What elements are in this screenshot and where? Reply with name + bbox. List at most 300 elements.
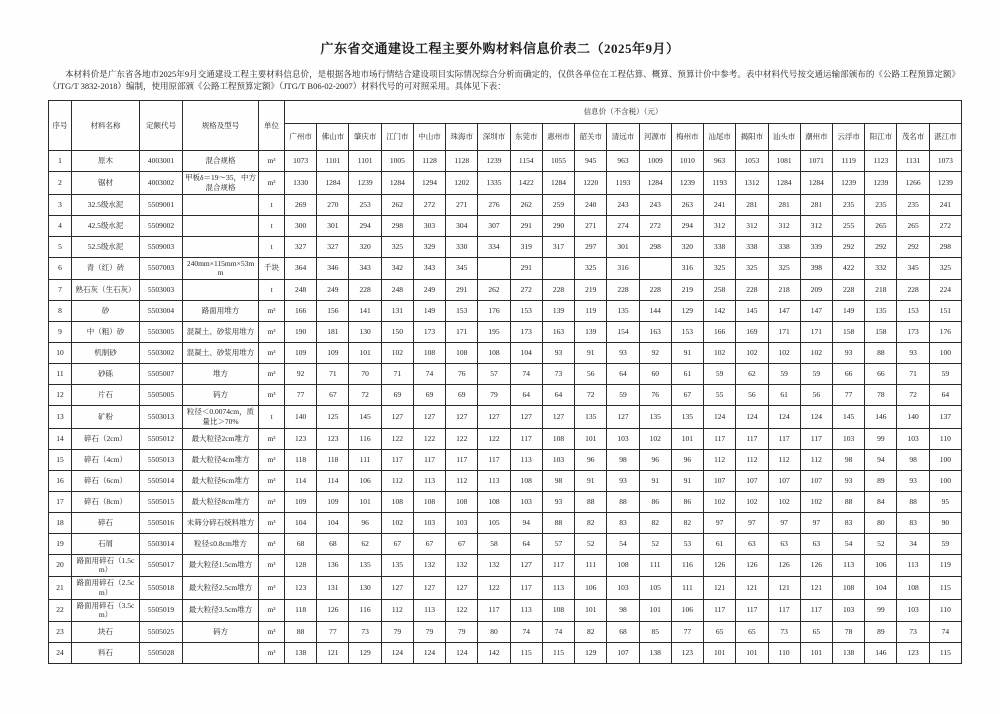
price-cell: 259: [542, 194, 574, 215]
price-cell: 330: [446, 236, 478, 257]
price-cell: 109: [285, 343, 317, 364]
price-cell: 73: [768, 622, 800, 643]
price-cell: 316: [607, 257, 639, 280]
table-row: [49, 512, 962, 533]
price-cell: 124: [768, 406, 800, 429]
price-cell: 345: [446, 257, 478, 280]
price-cell: 124: [704, 406, 736, 429]
price-cell: 108: [897, 577, 929, 600]
city-header: 东莞市: [510, 124, 542, 151]
price-cell: 54: [607, 533, 639, 554]
price-cell: 241: [704, 194, 736, 215]
quota-code: 5505014: [140, 470, 183, 491]
price-cell: 290: [542, 215, 574, 236]
material-name: 石屑: [72, 533, 140, 554]
price-cell: 1312: [736, 172, 768, 195]
city-header: 肇庆市: [349, 124, 381, 151]
price-cell: 163: [542, 322, 574, 343]
price-cell: [542, 257, 574, 280]
header-spec: 规格及型号: [183, 101, 259, 151]
price-cell: 963: [704, 151, 736, 172]
price-cell: 132: [478, 554, 510, 577]
price-cell: 235: [832, 194, 864, 215]
price-cell: 98: [832, 449, 864, 470]
quota-code: 5505005: [140, 385, 183, 406]
unit: t: [259, 215, 285, 236]
price-cell: 104: [317, 512, 349, 533]
price-cell: 176: [929, 322, 961, 343]
city-header: 阳江市: [865, 124, 897, 151]
quota-code: 5505025: [140, 622, 183, 643]
price-cell: 68: [285, 533, 317, 554]
price-cell: 119: [575, 301, 607, 322]
price-cell: 109: [285, 491, 317, 512]
price-cell: 83: [607, 512, 639, 533]
price-cell: 112: [381, 470, 413, 491]
quota-code: 5509003: [140, 236, 183, 257]
price-cell: 1128: [413, 151, 445, 172]
table-row: [49, 343, 962, 364]
price-cell: 342: [381, 257, 413, 280]
price-cell: 325: [768, 257, 800, 280]
row-no: 11: [49, 364, 72, 385]
material-name: 碎石（8cm）: [72, 491, 140, 512]
row-no: 16: [49, 470, 72, 491]
material-name: 52.5级水泥: [72, 236, 140, 257]
price-cell: 1119: [832, 151, 864, 172]
unit: m³: [259, 599, 285, 622]
price-cell: 272: [929, 215, 961, 236]
row-no: 6: [49, 257, 72, 280]
price-cell: 121: [317, 643, 349, 664]
price-cell: 303: [413, 215, 445, 236]
city-header: 河源市: [639, 124, 671, 151]
price-cell: 124: [446, 643, 478, 664]
price-cell: 1055: [542, 151, 574, 172]
price-cell: 1284: [768, 172, 800, 195]
price-cell: 127: [542, 406, 574, 429]
material-name: 路面用碎石（2.5cm）: [72, 577, 140, 600]
price-cell: 71: [381, 364, 413, 385]
price-cell: 64: [542, 385, 574, 406]
row-no: 5: [49, 236, 72, 257]
spec: [183, 215, 259, 236]
price-cell: 103: [897, 428, 929, 449]
price-cell: 139: [575, 322, 607, 343]
price-cell: 153: [897, 301, 929, 322]
price-cell: 108: [446, 343, 478, 364]
price-cell: 117: [736, 428, 768, 449]
price-cell: 57: [542, 533, 574, 554]
price-cell: 1422: [510, 172, 542, 195]
price-cell: 109: [317, 343, 349, 364]
price-cell: 54: [832, 533, 864, 554]
unit: m³: [259, 491, 285, 512]
table-row: [49, 236, 962, 257]
price-cell: 963: [607, 151, 639, 172]
price-cell: 262: [510, 194, 542, 215]
price-cell: 338: [768, 236, 800, 257]
price-cell: 228: [349, 280, 381, 301]
price-cell: 107: [768, 470, 800, 491]
city-header: 湛江市: [929, 124, 961, 151]
price-cell: 150: [381, 322, 413, 343]
price-cell: 181: [317, 322, 349, 343]
unit: m³: [259, 151, 285, 172]
price-cell: 60: [639, 364, 671, 385]
row-no: 10: [49, 343, 72, 364]
row-no: 4: [49, 215, 72, 236]
price-cell: 147: [768, 301, 800, 322]
price-cell: 127: [413, 577, 445, 600]
price-cell: 248: [285, 280, 317, 301]
price-cell: 171: [446, 322, 478, 343]
price-cell: 96: [639, 449, 671, 470]
price-cell: 122: [478, 428, 510, 449]
price-cell: 86: [639, 491, 671, 512]
price-cell: 113: [510, 599, 542, 622]
price-cell: 135: [575, 406, 607, 429]
price-cell: 145: [832, 406, 864, 429]
quota-code: 5503002: [140, 343, 183, 364]
price-cell: 73: [542, 364, 574, 385]
price-cell: 67: [381, 533, 413, 554]
price-cell: 77: [317, 622, 349, 643]
price-cell: 108: [478, 343, 510, 364]
price-cell: 142: [478, 643, 510, 664]
price-cell: 115: [929, 643, 961, 664]
spec: 未筛分碎石统料堆方: [183, 512, 259, 533]
price-cell: 271: [575, 215, 607, 236]
price-cell: 190: [285, 322, 317, 343]
price-cell: 52: [639, 533, 671, 554]
price-cell: 135: [671, 406, 703, 429]
row-no: 2: [49, 172, 72, 195]
price-cell: 398: [800, 257, 832, 280]
price-cell: 317: [542, 236, 574, 257]
material-price-table: [48, 100, 962, 664]
price-cell: 74: [542, 622, 574, 643]
price-cell: 77: [285, 385, 317, 406]
price-cell: 97: [768, 512, 800, 533]
price-cell: 265: [865, 215, 897, 236]
city-header: 汕尾市: [704, 124, 736, 151]
material-name: 碎石（2cm）: [72, 428, 140, 449]
spec: 混凝土、砂浆用堆方: [183, 343, 259, 364]
price-cell: 100: [929, 449, 961, 470]
intro-paragraph: 本材料价是广东省各地市2025年9月交通建设工程主要材料信息价，是根据各地市场行情结合建设项目实际情况综合分析而确定的，仅供各单位在工程估算、概算、预算计价中参考。表中材料代号按交通运输部颁布的《公路工程预算定额》（JTG/T 3832-2018）编制，使用原部颁《公路工程预算定额》（JTG/T B06-02-2007）材料代号的可对照采用。具体见下表：: [48, 69, 960, 91]
table-row: [49, 599, 962, 622]
price-cell: 88: [285, 622, 317, 643]
price-cell: 72: [897, 385, 929, 406]
price-cell: 276: [478, 194, 510, 215]
price-cell: 106: [865, 554, 897, 577]
price-cell: 272: [510, 280, 542, 301]
price-cell: 74: [413, 364, 445, 385]
price-cell: 108: [446, 491, 478, 512]
price-cell: 116: [349, 599, 381, 622]
price-cell: 79: [478, 385, 510, 406]
price-cell: 102: [736, 491, 768, 512]
spec: [183, 194, 259, 215]
price-cell: 149: [832, 301, 864, 322]
table-row: [49, 215, 962, 236]
spec: 最大粒径8cm堆方: [183, 491, 259, 512]
row-no: 3: [49, 194, 72, 215]
price-cell: 1053: [736, 151, 768, 172]
price-cell: 272: [639, 215, 671, 236]
quota-code: 5507003: [140, 257, 183, 280]
unit: m³: [259, 343, 285, 364]
price-cell: 145: [349, 406, 381, 429]
price-cell: 121: [768, 577, 800, 600]
price-cell: 339: [800, 236, 832, 257]
price-cell: 69: [381, 385, 413, 406]
price-cell: 271: [446, 194, 478, 215]
price-cell: 139: [542, 301, 574, 322]
city-header: 珠海市: [446, 124, 478, 151]
price-cell: 96: [575, 449, 607, 470]
price-cell: 126: [768, 554, 800, 577]
price-cell: 312: [704, 215, 736, 236]
price-cell: 122: [381, 428, 413, 449]
header-material-name: 材料名称: [72, 101, 140, 151]
price-cell: 1335: [478, 172, 510, 195]
price-cell: 108: [413, 491, 445, 512]
unit: m³: [259, 322, 285, 343]
price-cell: 294: [349, 215, 381, 236]
price-cell: 117: [768, 599, 800, 622]
price-cell: 66: [832, 364, 864, 385]
price-cell: 65: [736, 622, 768, 643]
price-cell: 105: [478, 512, 510, 533]
spec: 堆方: [183, 364, 259, 385]
price-cell: 94: [510, 512, 542, 533]
price-cell: 82: [575, 622, 607, 643]
price-cell: 151: [929, 301, 961, 322]
price-cell: 154: [607, 322, 639, 343]
price-cell: 127: [510, 554, 542, 577]
city-header: 韶关市: [575, 124, 607, 151]
material-name: 矿粉: [72, 406, 140, 429]
price-cell: 115: [510, 643, 542, 664]
price-cell: 112: [381, 599, 413, 622]
price-cell: 97: [736, 512, 768, 533]
price-cell: 93: [832, 470, 864, 491]
spec: [183, 280, 259, 301]
price-cell: 108: [510, 470, 542, 491]
price-cell: 113: [413, 599, 445, 622]
table-row: [49, 172, 962, 195]
price-cell: 117: [446, 449, 478, 470]
price-cell: 158: [832, 322, 864, 343]
price-cell: 1154: [510, 151, 542, 172]
price-cell: 68: [317, 533, 349, 554]
price-cell: 121: [736, 577, 768, 600]
price-cell: 96: [671, 449, 703, 470]
price-cell: 153: [446, 301, 478, 322]
price-cell: 274: [607, 215, 639, 236]
price-cell: 112: [768, 449, 800, 470]
price-cell: 300: [285, 215, 317, 236]
city-header: 惠州市: [542, 124, 574, 151]
price-cell: 101: [349, 343, 381, 364]
row-no: 15: [49, 449, 72, 470]
price-cell: 156: [317, 301, 349, 322]
price-cell: 90: [929, 512, 961, 533]
price-cell: 107: [704, 470, 736, 491]
city-header: 潮州市: [800, 124, 832, 151]
price-cell: 364: [285, 257, 317, 280]
price-cell: 1284: [381, 172, 413, 195]
price-cell: 79: [381, 622, 413, 643]
price-cell: 119: [929, 554, 961, 577]
header-price-band: 信息价（不含税）（元）: [285, 101, 962, 124]
price-cell: 117: [704, 428, 736, 449]
price-cell: 62: [349, 533, 381, 554]
table-row: [49, 280, 962, 301]
price-cell: 325: [575, 257, 607, 280]
price-cell: 79: [446, 622, 478, 643]
price-cell: 1239: [832, 172, 864, 195]
price-cell: 1284: [542, 172, 574, 195]
price-cell: 110: [768, 643, 800, 664]
price-cell: 99: [865, 428, 897, 449]
spec: 混合规格: [183, 151, 259, 172]
spec: 最大粒径1.5cm堆方: [183, 554, 259, 577]
price-cell: 86: [671, 491, 703, 512]
price-cell: 66: [865, 364, 897, 385]
table-row: [49, 301, 962, 322]
price-cell: 334: [478, 236, 510, 257]
price-cell: 1284: [639, 172, 671, 195]
price-cell: 124: [800, 406, 832, 429]
price-cell: 104: [865, 577, 897, 600]
price-cell: 69: [413, 385, 445, 406]
price-cell: 101: [639, 599, 671, 622]
price-cell: 338: [736, 236, 768, 257]
price-cell: 34: [897, 533, 929, 554]
price-cell: 1123: [865, 151, 897, 172]
table-row: [49, 533, 962, 554]
price-cell: 281: [768, 194, 800, 215]
price-cell: 118: [285, 449, 317, 470]
price-cell: 107: [736, 470, 768, 491]
price-cell: 121: [800, 577, 832, 600]
price-cell: 144: [639, 301, 671, 322]
price-cell: 1239: [349, 172, 381, 195]
price-cell: 228: [639, 280, 671, 301]
price-cell: 327: [317, 236, 349, 257]
price-cell: 82: [575, 512, 607, 533]
price-cell: 98: [542, 470, 574, 491]
price-cell: 59: [800, 364, 832, 385]
row-no: 9: [49, 322, 72, 343]
price-cell: 101: [575, 428, 607, 449]
header-unit: 单位: [259, 101, 285, 151]
price-cell: 131: [317, 577, 349, 600]
price-cell: 166: [285, 301, 317, 322]
price-cell: 102: [704, 491, 736, 512]
price-cell: 123: [897, 643, 929, 664]
price-cell: 113: [413, 470, 445, 491]
price-cell: 114: [317, 470, 349, 491]
price-cell: 945: [575, 151, 607, 172]
price-cell: 127: [446, 577, 478, 600]
price-cell: 115: [929, 577, 961, 600]
price-cell: 145: [736, 301, 768, 322]
price-cell: 126: [704, 554, 736, 577]
price-cell: 74: [929, 622, 961, 643]
page-title: 广东省交通建设工程主要外购材料信息价表二（2025年9月）: [320, 41, 680, 56]
price-cell: 68: [607, 622, 639, 643]
price-cell: 94: [865, 449, 897, 470]
price-cell: 281: [800, 194, 832, 215]
price-cell: 59: [607, 385, 639, 406]
price-cell: 325: [736, 257, 768, 280]
material-name: 路面用碎石（1.5cm）: [72, 554, 140, 577]
price-cell: 135: [607, 301, 639, 322]
table-row: [49, 449, 962, 470]
price-cell: 113: [897, 554, 929, 577]
unit: m³: [259, 364, 285, 385]
price-cell: 80: [478, 622, 510, 643]
price-cell: 158: [865, 322, 897, 343]
price-cell: 59: [929, 533, 961, 554]
price-cell: 70: [349, 364, 381, 385]
price-cell: 76: [446, 364, 478, 385]
price-cell: 77: [832, 385, 864, 406]
price-cell: 107: [607, 643, 639, 664]
row-no: 20: [49, 554, 72, 577]
price-cell: 122: [446, 599, 478, 622]
spec: 甲板δ＝19～35，中方混合规格: [183, 172, 259, 195]
price-cell: 219: [671, 280, 703, 301]
price-cell: 117: [413, 449, 445, 470]
price-cell: 228: [607, 280, 639, 301]
price-cell: 291: [446, 280, 478, 301]
price-cell: 123: [285, 577, 317, 600]
price-cell: 117: [381, 449, 413, 470]
price-cell: 65: [704, 622, 736, 643]
price-cell: 1239: [865, 172, 897, 195]
price-cell: 93: [832, 343, 864, 364]
price-cell: 329: [413, 236, 445, 257]
price-cell: 112: [736, 449, 768, 470]
quota-code: 5503013: [140, 406, 183, 429]
material-name: 碎石（4cm）: [72, 449, 140, 470]
price-cell: 117: [510, 577, 542, 600]
price-cell: 101: [736, 643, 768, 664]
material-name: 青（红）砖: [72, 257, 140, 280]
spec: 最大粒径6cm堆方: [183, 470, 259, 491]
price-cell: 171: [800, 322, 832, 343]
price-cell: 84: [865, 491, 897, 512]
price-cell: 1202: [446, 172, 478, 195]
price-cell: 129: [671, 301, 703, 322]
price-cell: 67: [413, 533, 445, 554]
price-cell: 56: [575, 364, 607, 385]
price-cell: 88: [897, 491, 929, 512]
price-cell: 110: [929, 428, 961, 449]
unit: m³: [259, 577, 285, 600]
price-cell: 294: [671, 215, 703, 236]
price-cell: 135: [381, 554, 413, 577]
price-cell: [478, 257, 510, 280]
price-cell: 123: [671, 643, 703, 664]
row-no: 1: [49, 151, 72, 172]
price-cell: 123: [317, 428, 349, 449]
